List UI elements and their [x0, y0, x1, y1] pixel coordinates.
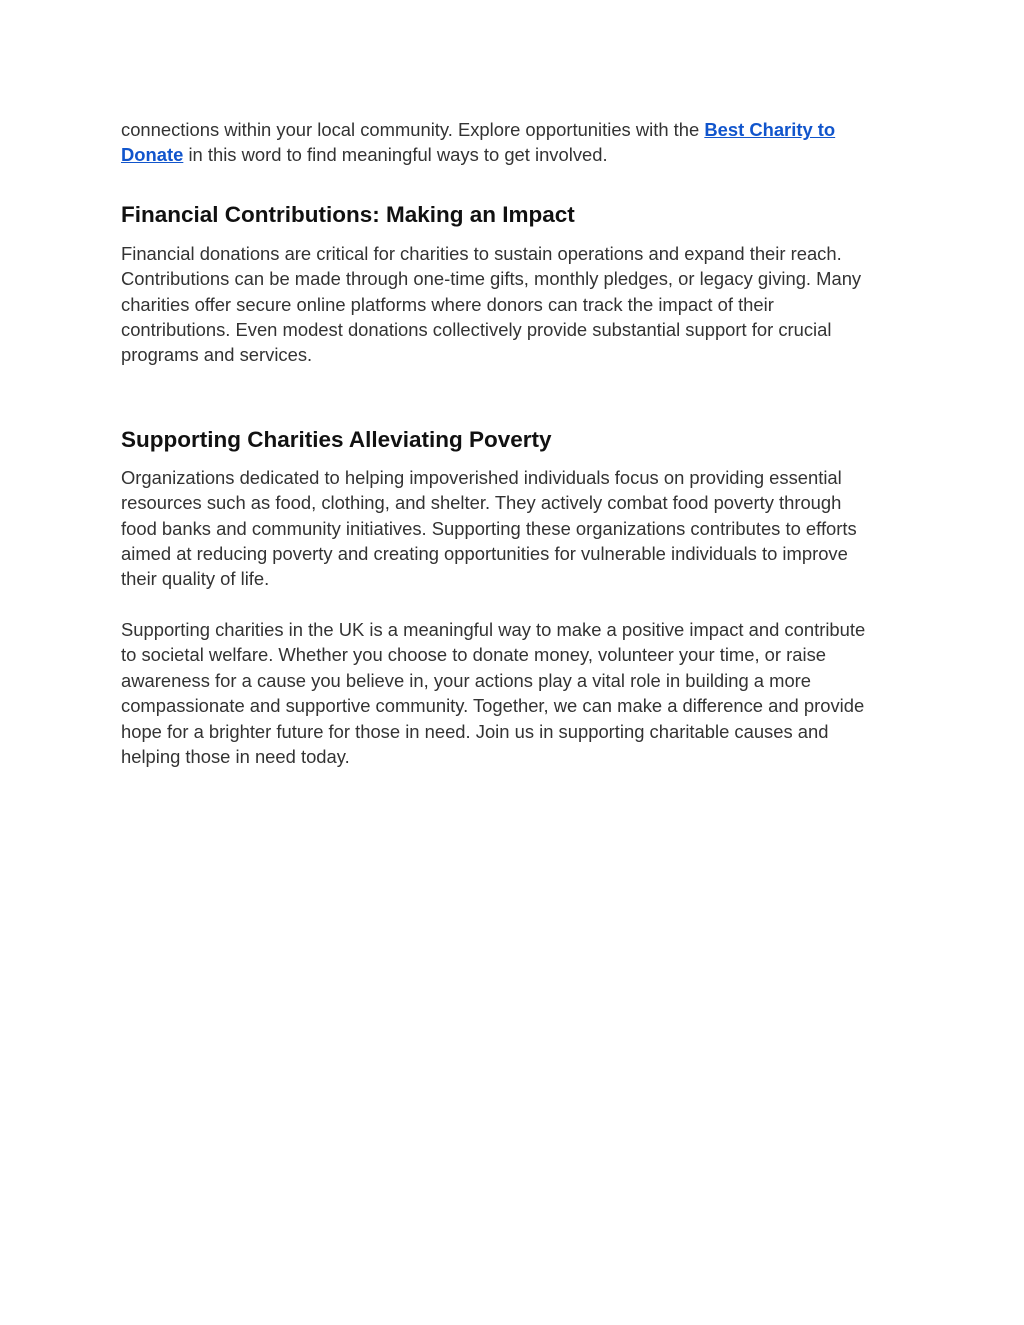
intro-text-1: connections within your local community. Explore opportunities with the	[121, 119, 705, 140]
financial-line: Contributions can be made through one-time gifts, monthly pledges, or legacy giving. Many	[121, 268, 862, 290]
financial-line: charities offer secure online platforms where donors can track the impact of their	[121, 293, 774, 315]
intro-line-2	[121, 142, 921, 167]
poverty-paragraph	[121, 465, 921, 592]
poverty-line: their quality of life.	[121, 568, 270, 590]
intro-text-2: in this word to find meaningful ways to get involved.	[183, 144, 608, 166]
intro-paragraph	[121, 117, 921, 168]
conclusion-line: Supporting charities in the UK is a meaningful way to make a positive impact and contribute	[121, 618, 866, 640]
poverty-line: food banks and community initiatives. Supporting these organizations contributes to efforts	[121, 517, 857, 539]
best-charity-link[interactable]	[704, 119, 835, 140]
financial-line: contributions. Even modest donations collectively provide substantial support for crucial	[121, 319, 832, 341]
intro-line-1	[121, 117, 921, 142]
conclusion-line: compassionate and supportive community. Together, we can make a difference and provide	[121, 695, 865, 717]
conclusion-line: awareness for a cause you believe in, your actions play a vital role in building a more	[121, 669, 812, 691]
best-charity-link-part1[interactable]: Best Charity to	[704, 119, 836, 140]
poverty-line: resources such as food, clothing, and shelter. They actively combat food poverty through	[121, 492, 842, 514]
best-charity-link-continued[interactable]	[121, 144, 183, 165]
best-charity-link-part2[interactable]: Donate	[121, 144, 184, 166]
financial-paragraph	[121, 241, 921, 368]
poverty-line: Organizations dedicated to helping impoverished individuals focus on providing essential	[121, 466, 842, 488]
conclusion-line: to societal welfare. Whether you choose to donate money, volunteer your time, or raise	[121, 644, 826, 666]
financial-line: Financial donations are critical for charities to sustain operations and expand their reach.	[121, 242, 842, 264]
poverty-line: aimed at reducing poverty and creating opportunities for vulnerable individuals to improve	[121, 543, 848, 565]
financial-line: programs and services.	[121, 344, 313, 366]
document-page	[121, 117, 921, 769]
financial-heading: Financial Contributions: Making an Impact	[121, 201, 575, 227]
conclusion-line: hope for a brighter future for those in need. Join us in supporting charitable causes and	[121, 720, 829, 742]
conclusion-paragraph	[121, 617, 921, 769]
conclusion-line: helping those in need today.	[121, 745, 350, 767]
poverty-heading: Supporting Charities Alleviating Poverty	[121, 426, 552, 452]
